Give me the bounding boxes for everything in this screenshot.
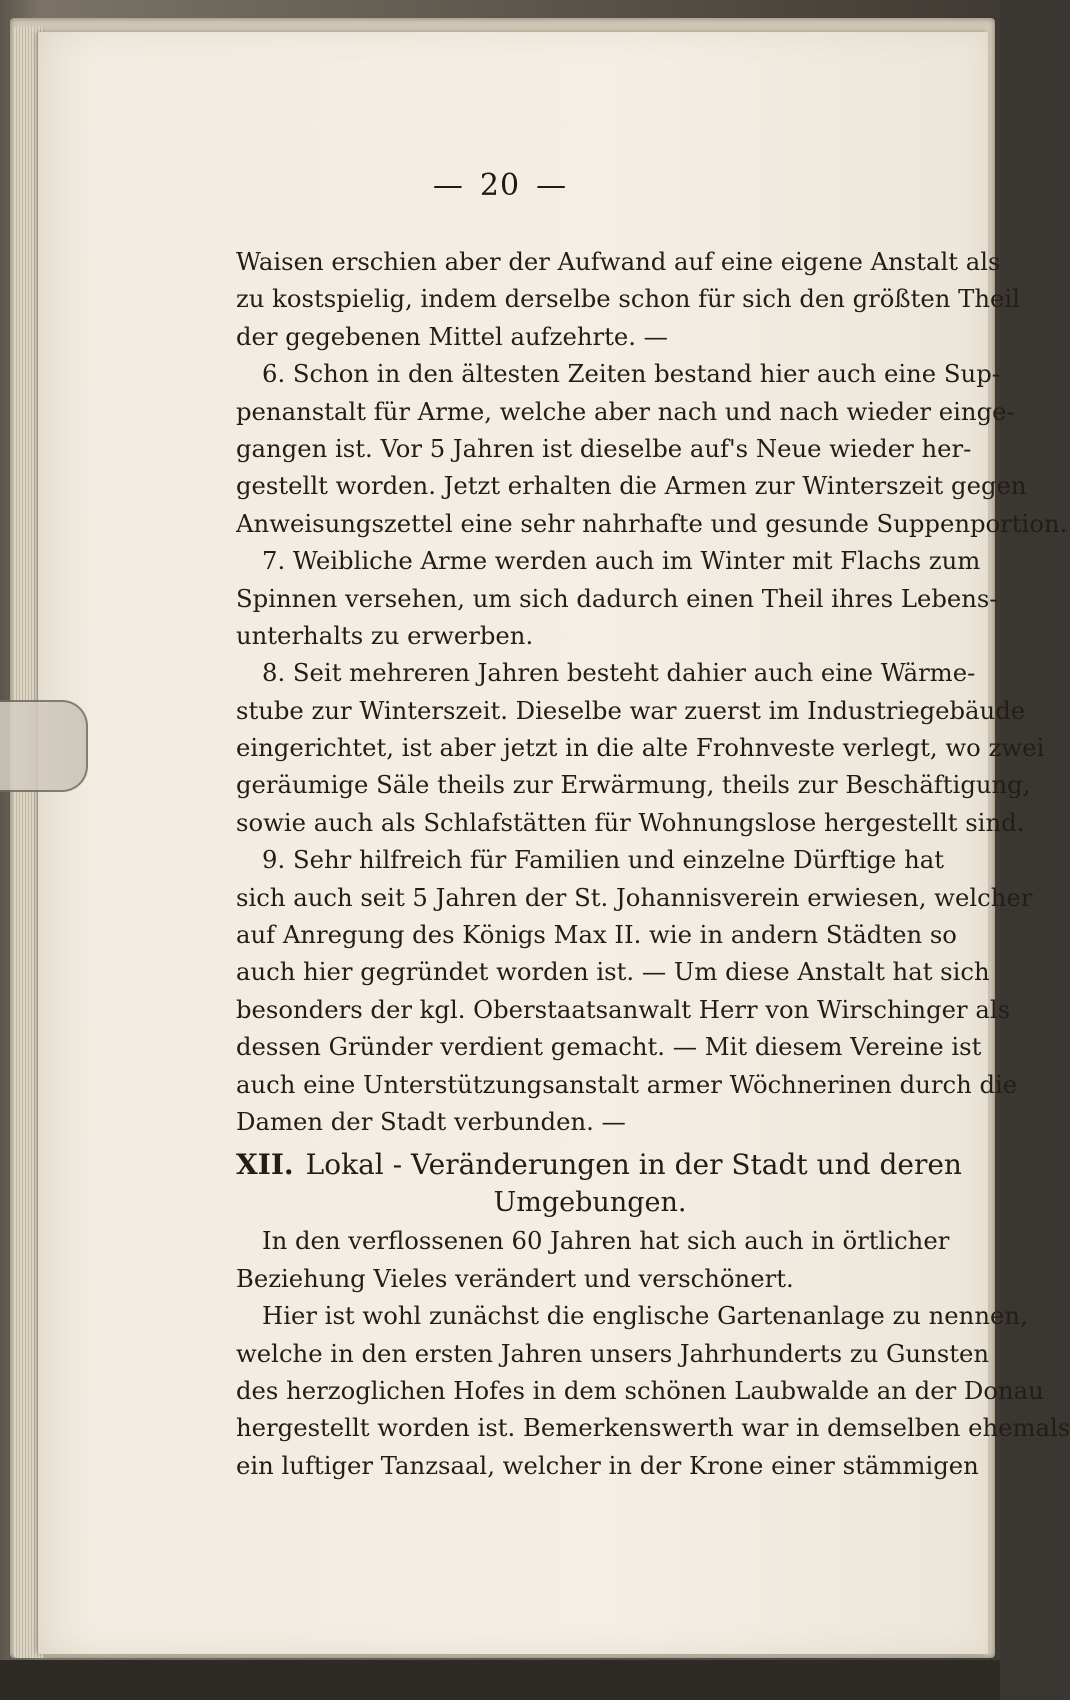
page-number-value: 20 (479, 168, 521, 203)
bookmark-tab (0, 700, 88, 792)
text-line: gestellt worden. Jetzt erhalten die Armen zur Winterszeit gegen (236, 471, 1027, 501)
text-line: unterhalts zu erwerben. (236, 620, 534, 650)
section-heading (236, 1146, 962, 1184)
section-title-line2: Umgebungen. (493, 1187, 687, 1219)
text-line: 9. Sehr hilfreich für Familien und einzelne Dürftige hat (262, 845, 944, 875)
text-line: geräumige Säle theils zur Erwärmung, theils zur Beschäftigung, (236, 770, 1031, 800)
bottom-shadow (0, 1660, 1000, 1700)
text-line: 8. Seit mehreren Jahren besteht dahier auch eine Wärme- (262, 658, 976, 688)
page-number (0, 168, 1000, 203)
page-text (236, 243, 1070, 1484)
text-line: 6. Schon in den ältesten Zeiten bestand hier auch eine Sup- (262, 359, 1000, 389)
text-line: sich auch seit 5 Jahren der St. Johannisverein erwiesen, welcher (236, 882, 1033, 912)
text-line: Anweisungszettel eine sehr nahrhafte und gesunde Suppenportion. (236, 508, 1068, 538)
section-title-line1: Lokal - Veränderungen in der Stadt und deren (305, 1148, 962, 1182)
text-line: sowie auch als Schlafstätten für Wohnungslose hergestellt sind. (236, 807, 1025, 837)
text-line: 7. Weibliche Arme werden auch im Winter mit Flachs zum (262, 546, 981, 576)
text-line: penanstalt für Arme, welche aber nach und nach wieder einge- (236, 396, 1015, 426)
text-line: stube zur Winterszeit. Dieselbe war zuerst im Industriegebäude (236, 695, 1026, 725)
text-line: auch eine Unterstützungsanstalt armer Wöchnerinen durch die (236, 1069, 1018, 1099)
text-line: dessen Gründer verdient gemacht. — Mit diesem Vereine ist (236, 1032, 982, 1062)
text-line: welche in den ersten Jahren unsers Jahrhunderts zu Gunsten (236, 1338, 989, 1368)
text-line: ein luftiger Tanzsaal, welcher in der Krone einer stämmigen (236, 1450, 979, 1480)
text-line: auch hier gegründet worden ist. — Um diese Anstalt hat sich (236, 957, 990, 987)
text-line: besonders der kgl. Oberstaatsanwalt Herr von Wirschinger als (236, 994, 1011, 1024)
text-line: Damen der Stadt verbunden. — (236, 1106, 626, 1136)
text-line: In den verflossenen 60 Jahren hat sich auch in örtlicher (262, 1226, 950, 1256)
text-line: zu kostspielig, indem derselbe schon für sich den größten Theil (236, 284, 1020, 314)
text-line: Hier ist wohl zunächst die englische Gartenanlage zu nennen, (262, 1301, 1028, 1331)
section-number: XII. (236, 1148, 294, 1182)
text-line: auf Anregung des Königs Max II. wie in andern Städten so (236, 920, 957, 950)
text-line: eingerichtet, ist aber jetzt in die alte Frohnveste verlegt, wo zwei (236, 733, 1045, 763)
page-number-dash-right: — (536, 168, 568, 203)
page-number-dash-left: — (432, 168, 464, 203)
text-line: Waisen erschien aber der Aufwand auf eine eigene Anstalt als (236, 247, 1001, 276)
text-line: Beziehung Vieles verändert und verschönert. (236, 1263, 794, 1293)
text-line: Spinnen versehen, um sich dadurch einen Theil ihres Lebens- (236, 583, 998, 613)
text-line: hergestellt worden ist. Bemerkenswerth war in demselben ehemals (236, 1413, 1070, 1443)
text-line: der gegebenen Mittel aufzehrte. — (236, 321, 668, 351)
text-line: des herzoglichen Hofes in dem schönen Laubwalde an der Donau (236, 1375, 1044, 1405)
text-line: gangen ist. Vor 5 Jahren ist dieselbe auf's Neue wieder her- (236, 433, 972, 463)
